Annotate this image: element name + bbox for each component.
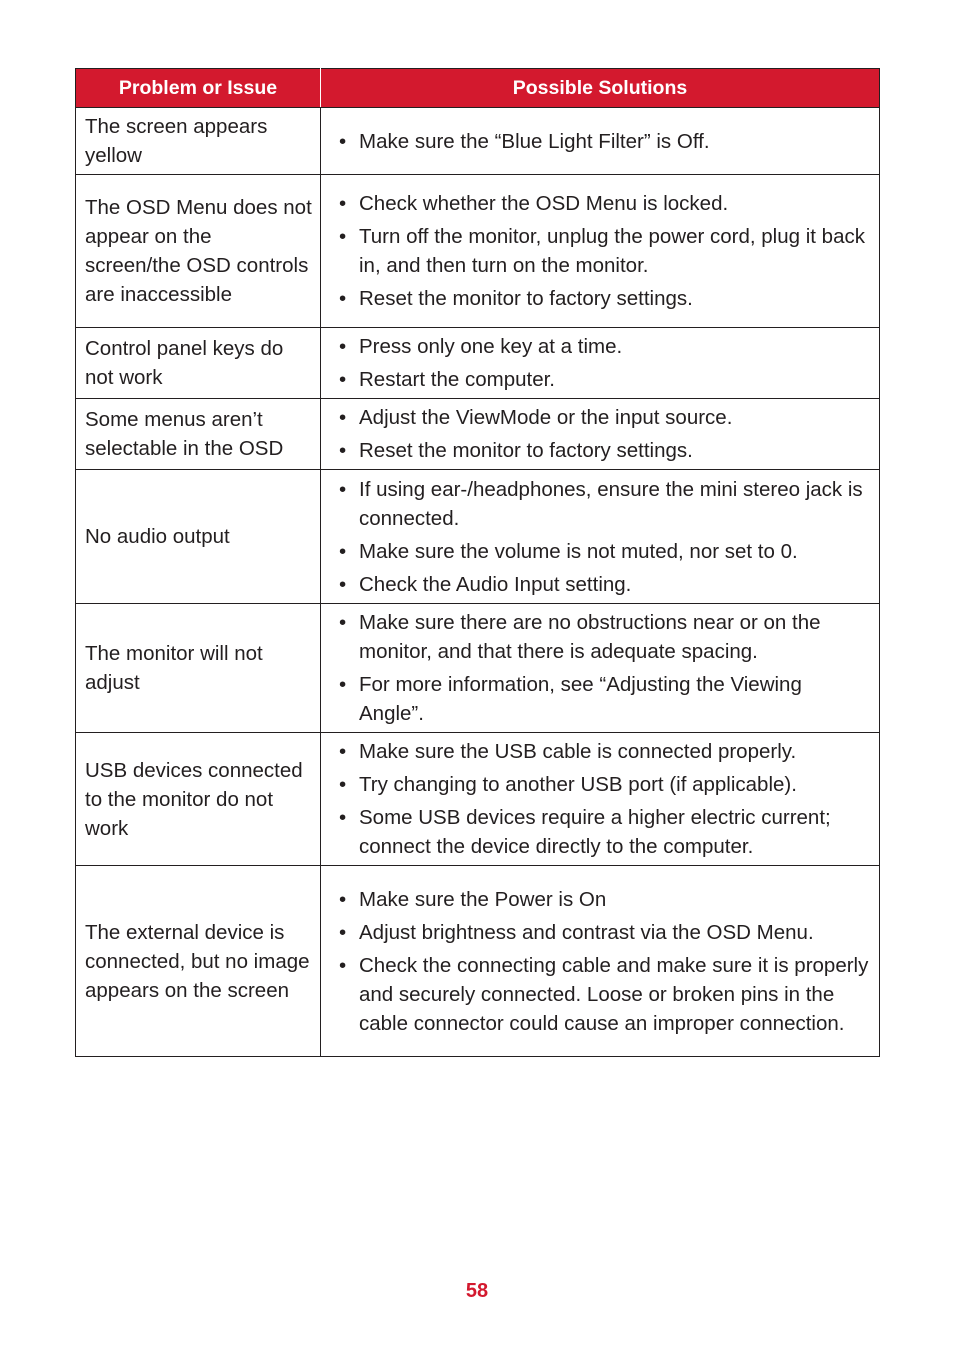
solution-item	[337, 222, 871, 280]
solution-text: Turn off the monitor, unplug the power cord, plug it back in, and then turn on the monitor.	[359, 225, 865, 277]
table-row	[76, 328, 880, 399]
solution-text: Restart the computer.	[359, 368, 555, 391]
troubleshooting-table-container	[75, 68, 879, 1057]
table-row	[76, 470, 880, 604]
solution-text: Adjust the ViewMode or the input source.	[359, 406, 733, 429]
solution-text: Make sure the volume is not muted, nor set to 0.	[359, 539, 798, 563]
solution-text: Make sure the “Blue Light Filter” is Off.	[359, 129, 710, 153]
problem-cell: USB devices connected to the monitor do not work	[76, 733, 321, 866]
problem-cell: The screen appears yellow	[76, 108, 321, 175]
bullet-icon: •	[339, 887, 347, 911]
solutions-cell	[321, 604, 880, 733]
solution-text: If using ear-/headphones, ensure the mini stereo jack is connected.	[359, 477, 863, 530]
solution-item	[337, 770, 871, 799]
solution-item	[337, 537, 871, 566]
solution-item	[337, 365, 871, 394]
bullet-icon: •	[339, 406, 347, 429]
bullet-icon: •	[339, 673, 347, 696]
solutions-list	[337, 332, 871, 394]
solutions-list	[337, 127, 871, 156]
problem-cell: Some menus aren’t selectable in the OSD	[76, 399, 321, 470]
solution-item	[337, 670, 871, 728]
table-row	[76, 175, 880, 328]
solutions-cell	[321, 733, 880, 866]
solution-text: Adjust brightness and contrast via the OSD Menu.	[359, 920, 814, 944]
bullet-icon: •	[339, 539, 347, 563]
bullet-icon: •	[339, 572, 347, 596]
solutions-cell	[321, 470, 880, 604]
problem-cell: Control panel keys do not work	[76, 328, 321, 399]
bullet-icon: •	[339, 920, 347, 944]
problem-cell: The OSD Menu does not appear on the screen/the OSD controls are inaccessible	[76, 175, 321, 328]
bullet-icon: •	[339, 477, 347, 501]
solution-item	[337, 951, 871, 1038]
table-row	[76, 399, 880, 470]
table-row	[76, 604, 880, 733]
table-row	[76, 733, 880, 866]
solution-text: Reset the monitor to factory settings.	[359, 287, 693, 310]
solution-item	[337, 127, 871, 156]
solutions-list	[337, 737, 871, 861]
solution-item	[337, 803, 871, 861]
solution-text: Press only one key at a time.	[359, 335, 623, 358]
solutions-list	[337, 608, 871, 728]
solutions-cell	[321, 108, 880, 175]
solution-item	[337, 918, 871, 947]
bullet-icon: •	[339, 611, 347, 634]
solutions-cell	[321, 866, 880, 1057]
solution-item	[337, 284, 871, 313]
solution-item	[337, 885, 871, 914]
problem-cell: The external device is connected, but no image appears on the screen	[76, 866, 321, 1057]
solution-text: Make sure the Power is On	[359, 887, 607, 911]
solution-text: Try changing to another USB port (if applicable).	[359, 773, 797, 796]
header-problem: Problem or Issue	[76, 69, 321, 108]
solution-text: Some USB devices require a higher electric current; connect the device directly to the computer.	[359, 806, 831, 858]
solution-item	[337, 570, 871, 599]
solutions-cell	[321, 328, 880, 399]
table-row	[76, 108, 880, 175]
bullet-icon: •	[339, 806, 347, 829]
problem-cell: The monitor will not adjust	[76, 604, 321, 733]
bullet-icon: •	[339, 225, 347, 248]
solution-text: Make sure the USB cable is connected properly.	[359, 740, 797, 763]
solutions-cell	[321, 175, 880, 328]
solutions-cell	[321, 399, 880, 470]
solution-text: Check the connecting cable and make sure it is properly and securely connected. Loose or broken pins in the cable connector could cause an improper connection.	[359, 953, 869, 1035]
bullet-icon: •	[339, 368, 347, 391]
solution-item	[337, 608, 871, 666]
bullet-icon: •	[339, 439, 347, 462]
solutions-list	[337, 403, 871, 465]
solutions-list	[337, 885, 871, 1038]
solution-text: Check whether the OSD Menu is locked.	[359, 192, 729, 215]
solutions-list	[337, 189, 871, 313]
solution-text: Reset the monitor to factory settings.	[359, 439, 693, 462]
bullet-icon: •	[339, 335, 347, 358]
solution-text: Make sure there are no obstructions near or on the monitor, and that there is adequate spacing.	[359, 611, 821, 663]
page-number: 58	[465, 1280, 489, 1302]
table-row	[76, 866, 880, 1057]
solution-item	[337, 737, 871, 766]
troubleshooting-table	[75, 68, 880, 1057]
header-solutions: Possible Solutions	[321, 69, 880, 108]
solution-item	[337, 189, 871, 218]
bullet-icon: •	[339, 129, 347, 153]
bullet-icon: •	[339, 953, 347, 977]
solution-text: For more information, see “Adjusting the Viewing Angle”.	[359, 673, 802, 725]
solution-text: Check the Audio Input setting.	[359, 572, 632, 596]
problem-cell: No audio output	[76, 470, 321, 604]
table-header-row	[76, 69, 880, 108]
bullet-icon: •	[339, 192, 347, 215]
solution-item	[337, 332, 871, 361]
solution-item	[337, 403, 871, 432]
bullet-icon: •	[339, 287, 347, 310]
bullet-icon: •	[339, 773, 347, 796]
bullet-icon: •	[339, 740, 347, 763]
solution-item	[337, 436, 871, 465]
table-body	[76, 108, 880, 1057]
solutions-list	[337, 475, 871, 599]
solution-item	[337, 475, 871, 533]
